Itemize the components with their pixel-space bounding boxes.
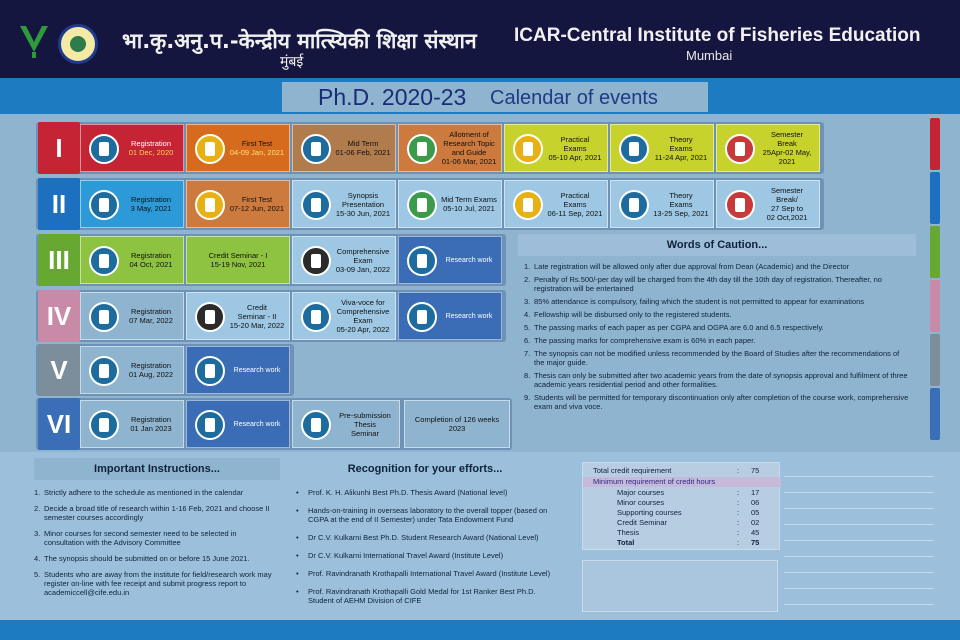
semester-number: V — [38, 344, 80, 396]
event-date: 01 Dec, 2020 — [128, 148, 174, 157]
event-icon — [195, 410, 225, 440]
instruction-item — [34, 504, 278, 522]
event-text: Break/ — [776, 195, 798, 204]
instructions-heading: Important Instructions... — [34, 458, 280, 480]
event-text: Registration — [130, 307, 172, 316]
program-title: Ph.D. 2020-23 — [318, 84, 467, 110]
credit-value: 02 — [751, 518, 760, 527]
event-label — [189, 237, 287, 283]
event-text: Registration — [130, 415, 172, 424]
list-text: The passing marks of each paper as per CGPA and OGPA are 6.0 and 6.5 respectively. — [534, 323, 824, 332]
list-marker: 2. — [524, 275, 531, 284]
credit-row — [583, 498, 781, 508]
event-text: Research work — [445, 256, 493, 264]
event-label — [121, 125, 181, 171]
calendar-event — [80, 180, 184, 228]
credit-row — [583, 488, 781, 498]
instruction-item — [34, 570, 278, 597]
event-text: Research work — [233, 366, 281, 374]
list-marker: 2. — [34, 504, 41, 513]
list-text: Students who are away from the institute for field/research work may register on-line with fee receipt and submit progress report to academiccell@cife.edu.in — [44, 570, 272, 597]
event-date: 3 May, 2021 — [130, 204, 172, 213]
divider — [784, 604, 934, 605]
list-text: Hands-on-training in overseas laboratory to the overall topper (based on CGPA at the end of II Semester) under Tata Endowment Fund — [308, 506, 548, 524]
calendar-event — [404, 400, 510, 448]
event-icon — [195, 356, 225, 386]
divider — [784, 524, 934, 525]
divider — [784, 508, 934, 509]
event-text: Exams — [563, 199, 587, 209]
credit-colon: : — [737, 528, 740, 537]
list-marker: 4. — [524, 310, 531, 319]
event-icon — [301, 410, 331, 440]
list-marker: 3. — [34, 529, 41, 538]
event-label — [227, 181, 287, 227]
event-icon — [619, 190, 649, 220]
event-icon — [301, 302, 331, 332]
list-marker: 3. — [524, 297, 531, 306]
calendar-event — [80, 292, 184, 340]
event-icon — [195, 302, 225, 332]
event-label — [227, 293, 287, 339]
event-text: Mid Term Exams — [441, 195, 497, 204]
list-text: Late registration will be allowed only after due approval from Dean (Academic) and the Director — [534, 262, 850, 271]
icar-logo-icon — [18, 22, 50, 60]
divider — [784, 540, 934, 541]
side-tab — [930, 280, 940, 332]
calendar-event — [292, 124, 396, 172]
event-text: Registration — [130, 251, 172, 260]
credit-label: Minor courses — [617, 498, 665, 507]
list-text: The synopsis can not be modified unless recommended by the Board of Studies after the recommendations of the major guide. — [534, 349, 900, 367]
calendar-row-vi — [36, 398, 512, 450]
calendar-event — [186, 292, 290, 340]
caution-item — [524, 262, 910, 271]
event-label — [757, 125, 817, 171]
credit-colon: : — [737, 518, 740, 527]
event-icon — [89, 356, 119, 386]
event-icon — [89, 190, 119, 220]
semester-number: II — [38, 178, 80, 230]
event-text: Research Topic — [443, 139, 495, 148]
recognition-item — [296, 533, 558, 542]
credit-table — [582, 462, 780, 550]
calendar-row-i — [36, 122, 824, 174]
list-marker: 7. — [524, 349, 531, 358]
event-date: 01-06 Mar, 2021 — [441, 157, 497, 166]
list-marker: • — [296, 569, 299, 578]
event-label — [439, 181, 499, 227]
instruction-item — [34, 488, 278, 497]
list-marker: 5. — [524, 323, 531, 332]
list-text: Penalty of Rs.500/-per day will be charged from the 4th day till the 10th day of registration. Thereafter, no registration will be entertained — [534, 275, 882, 293]
list-text: Strictly adhere to the schedule as mentioned in the calendar — [44, 488, 244, 497]
side-tab — [930, 388, 940, 440]
event-text: Seminar - II — [237, 311, 277, 321]
event-text: First Test — [241, 195, 273, 204]
event-text: Semester — [770, 130, 804, 139]
event-date: 06-11 Sep, 2021 — [547, 208, 603, 218]
calendar-event — [610, 180, 714, 228]
calendar-event — [716, 180, 820, 228]
event-icon — [407, 302, 437, 332]
event-date: 05-20 Apr, 2022 — [336, 325, 390, 334]
event-date: 04-09 Jan, 2021 — [229, 148, 285, 157]
event-date: 05-10 Jul, 2021 — [443, 204, 495, 213]
calendar-event — [186, 236, 290, 284]
credit-colon: : — [737, 498, 740, 507]
event-icon — [301, 134, 331, 164]
empty-box — [582, 560, 778, 612]
event-label — [545, 181, 605, 227]
credit-label: Total credit requirement — [593, 466, 672, 475]
event-date: 15-30 Jun, 2021 — [335, 208, 391, 218]
cife-logo-icon — [58, 24, 98, 64]
event-label — [439, 293, 499, 339]
list-text: Fellowship will be disbursed only to the registered students. — [534, 310, 732, 319]
event-date: 13-25 Sep, 2021 — [653, 208, 709, 218]
list-text: Students will be permitted for temporary discontinuation only after completion of the course work, comprehensive exam and viva voce. — [534, 393, 909, 411]
credit-row — [583, 518, 781, 528]
credit-total-row: Total credit requirement : 75 — [593, 466, 760, 475]
caution-item — [524, 371, 910, 389]
list-marker: • — [296, 506, 299, 515]
event-icon — [407, 134, 437, 164]
event-text: Comprehensive — [336, 307, 390, 316]
event-text: Break — [777, 139, 797, 148]
credit-min-label: Minimum requirement of credit hours — [593, 477, 716, 486]
credit-colon: : — [737, 488, 740, 497]
event-date: 04 Oct, 2021 — [129, 260, 173, 269]
calendar-event — [186, 400, 290, 448]
credit-row — [583, 528, 781, 538]
event-date: 01 Aug, 2022 — [128, 370, 174, 379]
event-label — [545, 125, 605, 171]
instruction-item — [34, 554, 278, 563]
semester-number: IV — [38, 290, 80, 342]
event-text: Thesis — [353, 419, 377, 429]
event-text: 27 Sep to — [770, 204, 804, 213]
event-icon — [407, 190, 437, 220]
event-icon — [407, 246, 437, 276]
event-icon — [89, 246, 119, 276]
list-marker: 1. — [34, 488, 41, 497]
credit-value: 75 — [751, 538, 760, 547]
event-label — [333, 293, 393, 339]
list-marker: 4. — [34, 554, 41, 563]
credit-value: 06 — [751, 498, 760, 507]
list-marker: 5. — [34, 570, 41, 579]
divider — [784, 572, 934, 573]
event-text: Research work — [445, 312, 493, 320]
caution-item — [524, 349, 910, 367]
side-tab — [930, 118, 940, 170]
calendar-event — [398, 180, 502, 228]
recognition-item — [296, 506, 558, 524]
event-text: Theory — [669, 134, 693, 144]
event-date: 15-20 Mar, 2022 — [229, 320, 285, 330]
caution-item — [524, 393, 910, 411]
calendar-row-ii — [36, 178, 824, 230]
header — [0, 0, 960, 78]
list-marker: 1. — [524, 262, 531, 271]
divider — [784, 588, 934, 589]
credit-min-row — [583, 477, 781, 487]
caution-heading: Words of Caution... — [518, 234, 916, 256]
recognition-item — [296, 551, 558, 560]
calendar-event — [398, 236, 502, 284]
list-marker: • — [296, 488, 299, 497]
calendar-row-iv — [36, 290, 506, 342]
recognition-item — [296, 587, 558, 605]
footer-bar — [0, 620, 960, 640]
event-text: Exams — [563, 143, 587, 153]
credit-value: 75 — [751, 466, 760, 475]
event-label — [757, 181, 817, 227]
page-title — [282, 82, 708, 112]
event-icon — [725, 190, 755, 220]
list-text: Prof. Ravindranath Krothapalli International Travel Award (Institute Level) — [308, 569, 551, 578]
event-text: Comprehensive — [336, 246, 390, 256]
event-text: Research work — [233, 420, 281, 428]
calendar-event — [80, 400, 184, 448]
divider — [784, 476, 934, 477]
list-marker: 9. — [524, 393, 531, 402]
caution-item — [524, 323, 910, 332]
event-date: 02 Oct,2021 — [766, 213, 808, 222]
event-icon — [725, 134, 755, 164]
list-text: Dr C.V. Kulkarni Best Ph.D. Student Research Award (National Level) — [308, 533, 539, 542]
list-text: Prof. Ravindranath Krothapalli Gold Medal for 1st Ranker Best Ph.D. Student of AEHM Division of CIFE — [308, 587, 536, 605]
hindi-city: मुंबई — [280, 54, 304, 70]
event-icon — [301, 246, 331, 276]
event-date: 15-19 Nov, 2021 — [210, 260, 266, 269]
english-city: Mumbai — [686, 48, 733, 63]
credit-value: 17 — [751, 488, 760, 497]
credit-label: Credit Seminar — [617, 518, 668, 527]
calendar-event — [186, 180, 290, 228]
list-marker: 8. — [524, 371, 531, 380]
event-label — [121, 237, 181, 283]
calendar-event — [186, 124, 290, 172]
event-label — [121, 401, 181, 447]
event-icon — [513, 134, 543, 164]
calendar-event — [80, 124, 184, 172]
event-text: Registration — [130, 195, 172, 204]
side-tab — [930, 172, 940, 224]
event-text: Exam — [353, 316, 373, 325]
event-text: Semester — [770, 186, 804, 195]
event-text: Presentation — [341, 199, 385, 209]
event-label — [121, 293, 181, 339]
event-text: Registration — [130, 361, 172, 370]
list-marker: • — [296, 551, 299, 560]
side-tab — [930, 226, 940, 278]
credit-label: Major courses — [617, 488, 665, 497]
caution-list — [518, 256, 916, 411]
event-text: Exam — [353, 255, 373, 265]
event-text: Registration — [130, 139, 172, 148]
credit-value: 45 — [751, 528, 760, 537]
calendar-event — [292, 236, 396, 284]
event-text: Credit Seminar - I — [208, 251, 268, 260]
calendar-subtitle: Calendar of events — [490, 87, 658, 109]
calendar-event — [504, 180, 608, 228]
event-label — [651, 181, 711, 227]
semester-number: I — [38, 122, 80, 174]
calendar-event — [292, 400, 400, 448]
caution-item — [524, 297, 910, 306]
event-text: Synopsis — [347, 190, 379, 200]
event-text: Exams — [669, 199, 693, 209]
event-date: 07-12 Jun, 2021 — [229, 204, 285, 213]
instructions-list — [34, 488, 278, 604]
event-label — [333, 181, 393, 227]
event-text: Completion of 126 weeks — [414, 415, 500, 424]
event-date: 01 Jan 2023 — [130, 424, 172, 433]
event-icon — [89, 302, 119, 332]
credit-value: 05 — [751, 508, 760, 517]
event-text: Mid Term — [347, 139, 379, 148]
event-label — [227, 125, 287, 171]
divider — [784, 556, 934, 557]
calendar-row-v — [36, 344, 294, 396]
event-text: First Test — [241, 139, 273, 148]
event-label — [651, 125, 711, 171]
calendar-event — [80, 236, 184, 284]
event-text: Credit — [246, 302, 267, 312]
credit-label: Total — [617, 538, 635, 547]
event-label — [333, 237, 393, 283]
semester-number: III — [38, 234, 80, 286]
calendar-event — [504, 124, 608, 172]
event-label — [227, 401, 287, 447]
event-date: 11-24 Apr, 2021 — [654, 152, 708, 162]
recognition-item — [296, 569, 558, 578]
list-text: Decide a broad title of research within 1-16 Feb, 2021 and choose II semester courses accordingly — [44, 504, 270, 522]
event-icon — [619, 134, 649, 164]
event-text: Practical — [560, 190, 590, 200]
calendar-row-iii — [36, 234, 506, 286]
instruction-item — [34, 529, 278, 547]
list-marker: 6. — [524, 336, 531, 345]
event-icon — [195, 190, 225, 220]
recognition-item — [296, 488, 558, 497]
event-text: Viva-voce for — [341, 298, 385, 307]
calendar-event — [292, 292, 396, 340]
event-icon — [89, 410, 119, 440]
event-label — [121, 347, 181, 393]
recognition-heading: Recognition for your efforts... — [347, 463, 503, 475]
credit-colon: : — [737, 538, 740, 547]
list-text: Dr C.V. Kulkarni International Travel Award (Institute Level) — [308, 551, 504, 560]
event-text: Theory — [669, 190, 693, 200]
calendar-event — [186, 346, 290, 394]
event-label — [121, 181, 181, 227]
list-text: The synopsis should be submitted on or before 15 June 2021. — [44, 554, 250, 563]
divider — [784, 492, 934, 493]
list-text: 85% attendance is compulsory, failing which the student is not permitted to appear for examinations — [534, 297, 865, 306]
event-date: 07 Mar, 2022 — [129, 316, 173, 325]
event-icon — [195, 134, 225, 164]
calendar-event — [398, 124, 502, 172]
event-icon — [89, 134, 119, 164]
credit-row — [583, 508, 781, 518]
event-icon — [513, 190, 543, 220]
list-marker: • — [296, 533, 299, 542]
credit-colon: : — [737, 508, 740, 517]
event-icon — [301, 190, 331, 220]
calendar-event — [292, 180, 396, 228]
calendar-event — [716, 124, 820, 172]
english-title: ICAR-Central Institute of Fisheries Education — [514, 25, 921, 46]
caution-panel — [518, 234, 916, 448]
event-label — [333, 125, 393, 171]
event-text: and Guide — [451, 148, 487, 157]
list-text: Prof. K. H. Alikunhi Best Ph.D. Thesis Award (National level) — [308, 488, 508, 497]
calendar-event — [398, 292, 502, 340]
event-text: Allotment of — [449, 130, 489, 139]
calendar-event — [80, 346, 184, 394]
caution-item — [524, 310, 910, 319]
caution-item — [524, 275, 910, 293]
event-text: Practical — [560, 134, 590, 144]
event-label — [333, 401, 397, 447]
caution-item — [524, 336, 910, 345]
event-label — [227, 347, 287, 393]
event-date: 03-09 Jan, 2022 — [335, 264, 391, 274]
event-date: 01-06 Feb, 2021 — [335, 148, 391, 157]
event-label — [439, 237, 499, 283]
hindi-title: भा.कृ.अनु.प.-केन्द्रीय मात्स्यिकी शिक्षा संस्थान — [122, 29, 477, 53]
credit-label: Thesis — [617, 528, 640, 537]
event-date: 2023 — [448, 424, 466, 433]
credit-row — [583, 538, 781, 548]
list-text: The passing marks for comprehensive exam is 60% in each paper. — [534, 336, 756, 345]
event-label — [439, 125, 499, 171]
list-text: Minor courses for second semester need to be selected in consultation with the Advisory Committee — [44, 529, 237, 547]
event-date: 25Apr-02 May, 2021 — [762, 148, 812, 166]
event-text: Exams — [669, 143, 693, 153]
recognition-list — [296, 488, 558, 614]
list-text: Thesis can only be submitted after two academic years from the date of synopsis approval and fulfilment of three academic years residential period and other formalities. — [534, 371, 908, 389]
event-date: 05-10 Apr, 2021 — [548, 152, 602, 162]
credit-label: Supporting courses — [617, 508, 682, 517]
calendar-event — [610, 124, 714, 172]
event-label — [407, 401, 507, 447]
event-text: Seminar — [351, 428, 379, 438]
semester-number: VI — [38, 398, 80, 450]
list-marker: • — [296, 587, 299, 596]
event-text: Pre-submission — [339, 410, 391, 420]
side-tab — [930, 334, 940, 386]
